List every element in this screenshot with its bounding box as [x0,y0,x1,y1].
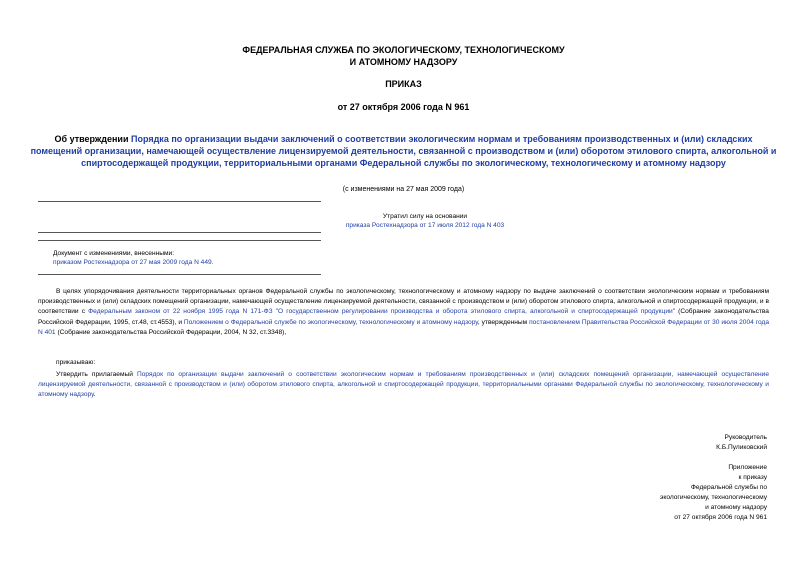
invalidated-link[interactable]: приказа Ростехнадзора от 17 июля 2012 года N 403 [345,222,505,229]
title-prefix: Об утверждении [54,134,131,144]
appendix-line-5: и атомному надзору [705,504,767,511]
signature-name: К.Б.Пуликовский [716,444,767,451]
amendments-note: (с изменениями на 27 мая 2009 года) [342,186,465,193]
divider [38,240,321,241]
preamble-text-2: (Собрание законодательства Российской Федерации, 1995, ст.48, ст.4553), и [38,308,769,326]
approve-text-1: Утвердить прилагаемый [56,371,138,378]
preamble-text-1: В целях упорядочивания деятельности территориальных органов Федеральной службы по экологическому, технологическому и атомному надзору по выдаче заключений о соответствии экологическим нормам и требованиям производственных и (или) складских помещений организации, намечающей осуществление лицензируемой деятельности, связанной с производством и (или) оборотом этилового спирта, алкогольной и спиртосодержащей продукции, и в соответствии с [38,288,769,316]
preamble-paragraph [38,287,769,338]
approve-text-2: . [93,391,96,399]
government-decree-link[interactable]: постановлением Правительства Российской Федерации от 30 июля 2004 года N 401 [38,318,769,336]
agency-line-2: И АТОМНОМУ НАДЗОРУ [349,57,458,67]
preamble-text-4: (Собрание законодательства Российской Федерации, 2004, N 32, ст.3348), [55,328,287,336]
doc-type: ПРИКАЗ [385,79,422,89]
doc-date: от 27 октября 2006 года N 961 [337,102,470,112]
procedure-link[interactable]: Порядок по организации выдачи заключений о соответствии экологическим нормам и требованиям производственных и (или) складских помещений организации, намечающей осуществление лицензируемой деятельности, связанной с производством и (или) оборотом этилового спирта, алкогольной и спиртосодержащей продукции, территориальными органами Федеральной службы по экологическому, технологическому и атомному надзору [38,371,769,399]
signature-position: Руководитель [724,434,767,441]
order-word: приказываю: [56,359,96,366]
divider [38,201,321,202]
changes-doc-link[interactable]: приказом Ростехнадзора от 27 мая 2009 года N 449. [53,259,214,266]
agency-line-1: ФЕДЕРАЛЬНАЯ СЛУЖБА ПО ЭКОЛОГИЧЕСКОМУ, ТЕХНОЛОГИЧЕСКОМУ [242,45,565,55]
signature-block [716,433,767,453]
title-link[interactable]: Порядка по организации выдачи заключений о соответствии экологическим нормам и требованиям производственных и (или) складских помещений организации, намечающей осуществление лицензируемой деятельности, связанной с производством и (или) оборотом этилового спирта, алкогольной и спиртосодержащей продукции, территориальными органами Федеральной службы по экологическому, технологическому и атомному надзору [30,134,777,168]
doc-title [30,133,777,169]
appendix-line-6: от 27 октября 2006 года N 961 [674,514,767,521]
agency-heading [0,44,807,68]
appendix-line-2: к приказу [738,474,767,481]
divider [38,232,321,233]
changes-doc-block [53,249,323,267]
changes-doc-label: Документ с изменениями, внесенными: [53,250,175,257]
appendix-line-3: Федеральной службы по [690,484,767,491]
appendix-line-1: Приложение [728,464,767,471]
appendix-block [660,463,767,523]
regulation-link[interactable]: Положением о Федеральной службе по экологическому, технологическому и атомному надзору [183,318,478,326]
approve-paragraph [38,370,769,401]
invalidated-block [322,212,528,230]
federal-law-link[interactable]: Федеральным законом от 22 ноября 1995 года N 171-ФЗ "О государственном регулировании производства и оборота этилового спирта, алкогольной и спиртосодержащей продукции" [88,308,676,316]
invalidated-label: Утратил силу на основании [382,213,468,220]
divider [38,274,321,275]
appendix-line-4: экологическому, технологическому [660,494,767,501]
preamble-text-3: , утвержденным [477,318,530,326]
